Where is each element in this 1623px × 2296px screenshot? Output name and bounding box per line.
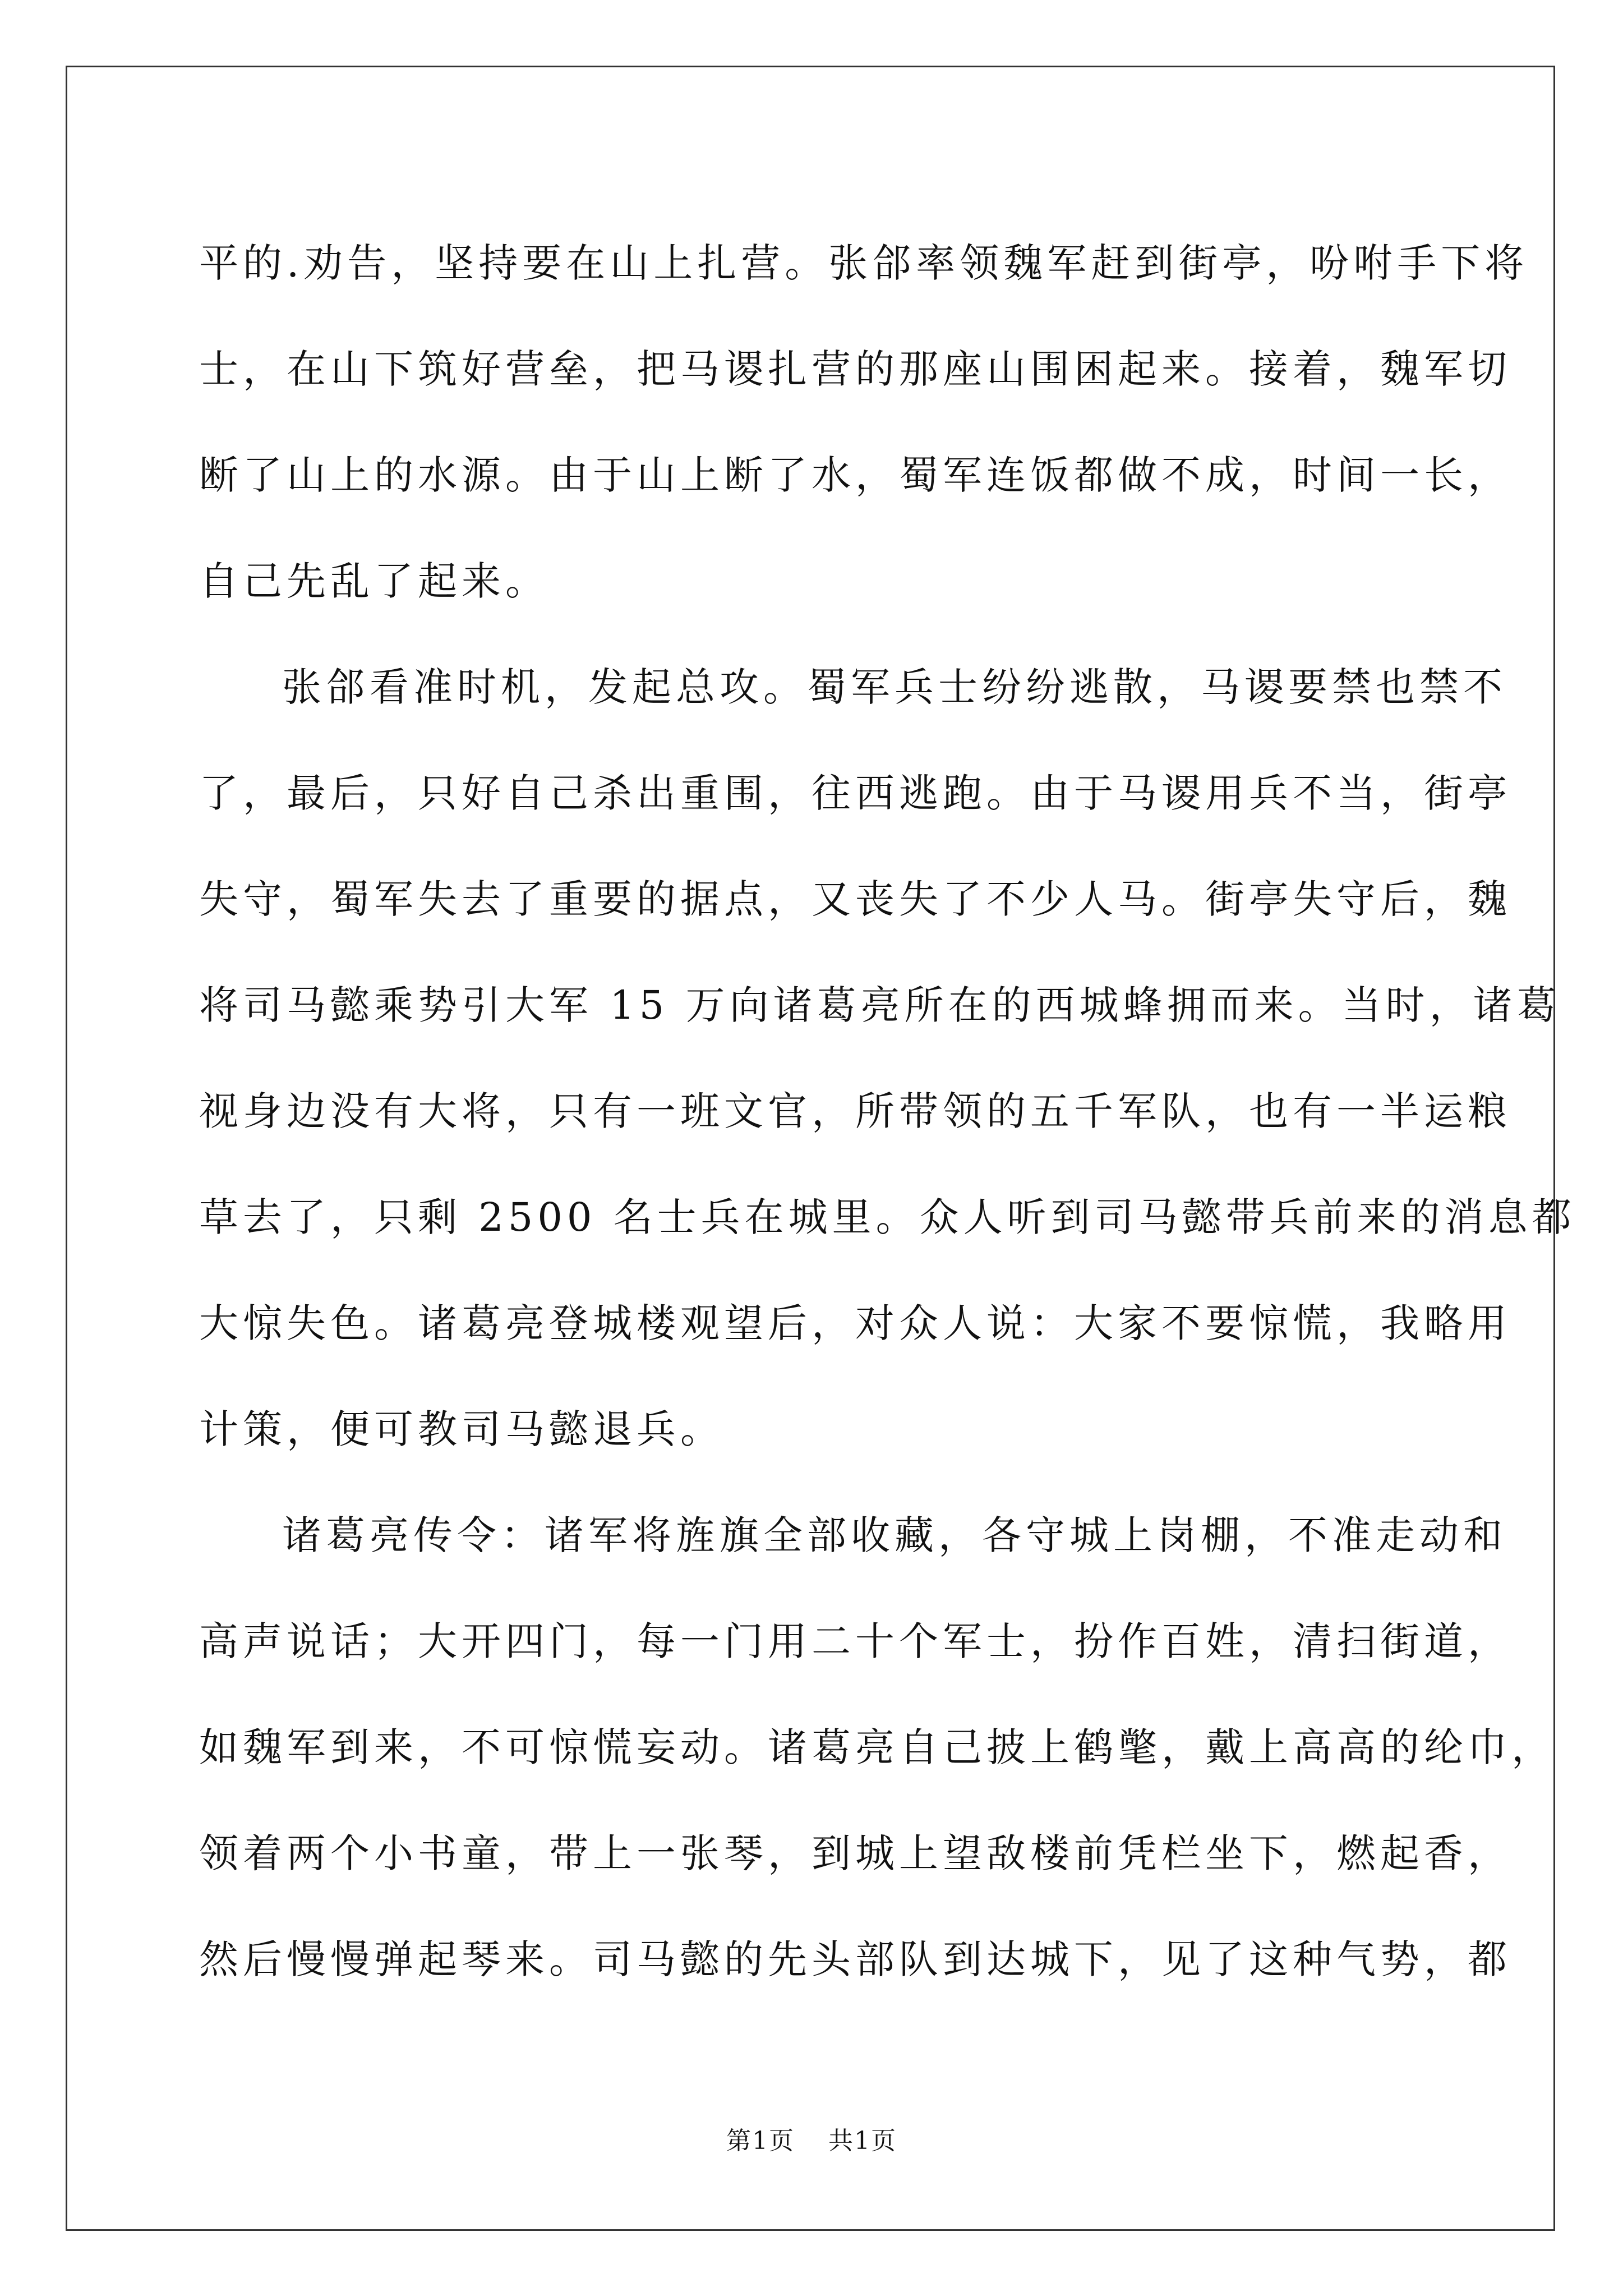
text-line: 失守，蜀军失去了重要的据点，又丧失了不少人马。街亭失守后，魏 (199, 876, 1511, 922)
text-line: 断了山上的水源。由于山上断了水，蜀军连饭都做不成，时间一长， (199, 452, 1511, 498)
text-line: 自己先乱了起来。 (199, 558, 549, 604)
paragraph-3 (199, 1483, 1555, 2013)
text-line: 大惊失色。诸葛亮登城楼观望后，对众人说：大家不要惊慌，我略用 (199, 1300, 1511, 1346)
text-line: 计策，便可教司马懿退兵。 (199, 1406, 724, 1452)
document-body (199, 210, 1576, 2013)
text-line: 草去了，只剩 2500 名士兵在城里。众人听到司马懿带兵前来的消息都 (199, 1194, 1576, 1240)
text-line: 视身边没有大将，只有一班文官，所带领的五千军队，也有一半运粮 (199, 1088, 1511, 1134)
text-line: 将司马懿乘势引大军 15 万向诸葛亮所在的西城蜂拥而来。当时，诸葛 (199, 982, 1561, 1028)
text-line: 士，在山下筑好营垒，把马谡扎营的那座山围困起来。接着，魏军切 (199, 346, 1511, 392)
text-line: 平的.劝告，坚持要在山上扎营。张郃率领魏军赶到街亭，吩咐手下将 (199, 240, 1529, 286)
page-number: 第1页 (726, 2127, 795, 2155)
page-total: 共1页 (828, 2127, 897, 2155)
paragraph-1 (199, 210, 1529, 634)
page-footer (0, 2120, 1623, 2156)
text-line: 领着两个小书童，带上一张琴，到城上望敌楼前凭栏坐下，燃起香， (199, 1830, 1511, 1876)
text-line: 了，最后，只好自己杀出重围，往西逃跑。由于马谡用兵不当，街亭 (199, 770, 1511, 816)
text-line: 张郃看准时机，发起总攻。蜀军兵士纷纷逃散，马谡要禁也禁不 (282, 664, 1507, 710)
text-line: 诸葛亮传令：诸军将旌旗全部收藏，各守城上岗棚，不准走动和 (282, 1512, 1507, 1558)
text-line: 高声说话；大开四门，每一门用二十个军士，扮作百姓，清扫街道， (199, 1618, 1511, 1664)
text-line: 然后慢慢弹起琴来。司马懿的先头部队到达城下，见了这种气势，都 (199, 1936, 1511, 1982)
paragraph-2 (199, 634, 1576, 1483)
text-line: 如魏军到来，不可惊慌妄动。诸葛亮自己披上鹤氅，戴上高高的纶巾， (199, 1724, 1555, 1770)
